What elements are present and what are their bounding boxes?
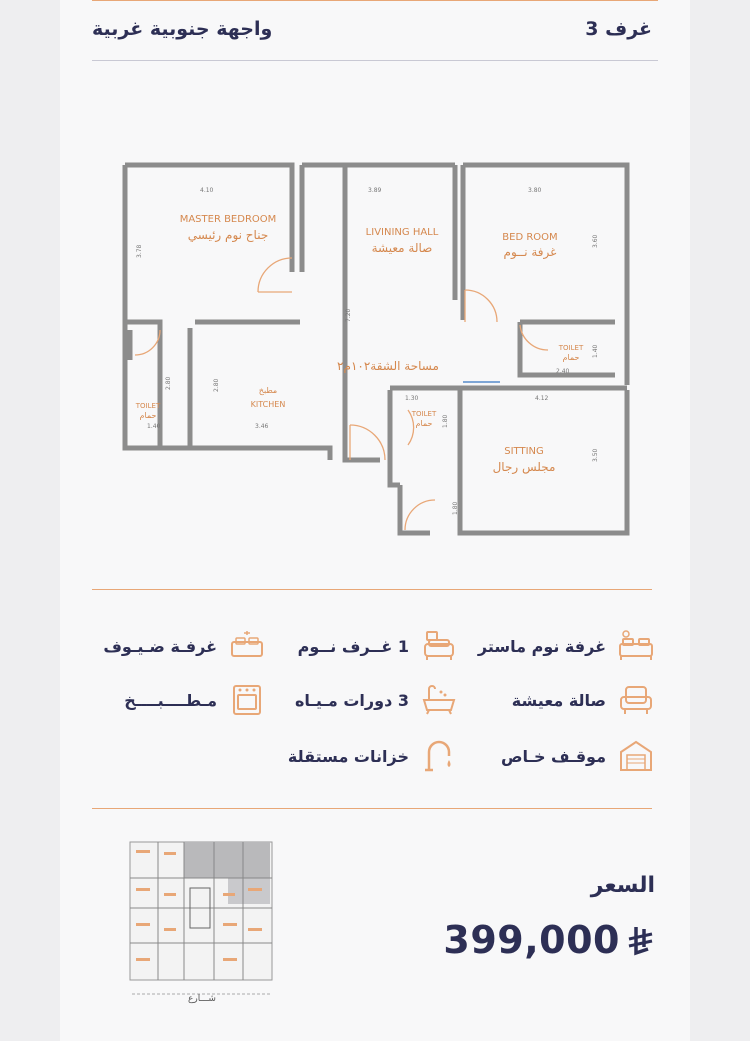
feature-kitchen-label: مـطــــبــــخ: [124, 690, 217, 710]
toilet-2-ar: حمام: [139, 411, 157, 420]
feature-bathrooms: [295, 684, 457, 716]
master-bed-icon: [618, 630, 654, 662]
armchair-icon: [618, 684, 654, 716]
living-hall-ar: صالة معيشة: [371, 241, 433, 255]
dim-5: 7.20: [345, 308, 352, 322]
feature-kitchen: [124, 684, 265, 716]
toilet-3-en: TOILET: [411, 410, 437, 418]
dim-4: 3.78: [136, 244, 143, 258]
dim-14: 3.46: [255, 423, 269, 430]
dim-9: 1.30: [405, 395, 419, 402]
features-divider-bottom: [92, 808, 652, 809]
riyal-symbol-icon: [626, 925, 654, 959]
dim-12: 2.80: [213, 378, 220, 392]
dim-15: 1.80: [442, 414, 449, 428]
dim-7: 1.40: [592, 344, 599, 358]
dim-1: 4.10: [200, 187, 214, 194]
sitting-ar: مجلس رجال: [492, 460, 556, 474]
sitting-en: SITTING: [504, 446, 544, 457]
feature-tanks: [288, 740, 457, 772]
dim-10: 4.12: [535, 395, 549, 402]
feature-parking-label: موقـف خـاص: [500, 746, 606, 766]
bed-room-en: BED ROOM: [502, 232, 558, 243]
guest-bed-icon: [229, 630, 265, 662]
building-plan-thumbnail: [128, 838, 274, 1008]
feature-bathrooms-label: 3 دورات مـيـاه: [294, 690, 409, 710]
dim-16: 3.50: [592, 448, 599, 462]
feature-living-hall-label: صالة معيشة: [511, 690, 606, 710]
toilet-3-ar: حمام: [415, 419, 433, 428]
price-label: السعر: [590, 873, 655, 898]
toilet-1-ar: حمام: [562, 353, 580, 362]
dim-17: 1.80: [452, 501, 459, 515]
water-tap-icon: [421, 740, 457, 772]
top-divider: [92, 0, 658, 1]
kitchen-en: KITCHEN: [250, 400, 286, 409]
master-bedroom-ar: جناح نوم رئيسي: [187, 228, 269, 242]
feature-living-hall: [512, 684, 654, 716]
price-value: 399,000: [443, 918, 620, 962]
feature-one-bedroom-label: 1 غــرف نــوم: [297, 636, 409, 656]
dim-2: 3.89: [368, 187, 382, 194]
bed-room-ar: غرفة نــوم: [503, 245, 557, 259]
dim-11: 2.80: [165, 376, 172, 390]
feature-guest-room: [103, 630, 265, 662]
garage-icon: [618, 740, 654, 772]
master-bedroom-en: MASTER BEDROOM: [179, 214, 277, 225]
kitchen-ar: مطبخ: [258, 386, 278, 395]
feature-one-bedroom: [298, 630, 457, 662]
bed-icon: [421, 630, 457, 662]
header-divider: [92, 60, 658, 61]
feature-master-bedroom-label: غرفة نوم ماستر: [477, 636, 606, 656]
bathtub-icon: [421, 684, 457, 716]
dim-8: 2.40: [556, 368, 570, 375]
street-label: شـــارع: [188, 994, 216, 1004]
feature-tanks-label: خزانات مستقلة: [287, 746, 409, 766]
rooms-count: 3 غرف: [585, 18, 652, 40]
feature-master-bedroom: [478, 630, 654, 662]
dim-3: 3.80: [528, 187, 542, 194]
living-hall-en: LIVINING HALL: [365, 227, 439, 238]
oven-icon: [229, 684, 265, 716]
facade-direction: واجهة جنوبية غربية: [92, 18, 273, 40]
features-divider-top: [92, 589, 652, 590]
toilet-2-en: TOILET: [135, 402, 161, 410]
apartment-area: مساحة الشقة١٠٢م٢: [337, 359, 439, 373]
dim-13: 1.40: [147, 423, 161, 430]
dim-6: 3.60: [592, 234, 599, 248]
feature-guest-room-label: غرفـة ضـيـوف: [103, 636, 217, 656]
toilet-1-en: TOILET: [558, 344, 584, 352]
feature-parking: [501, 740, 654, 772]
